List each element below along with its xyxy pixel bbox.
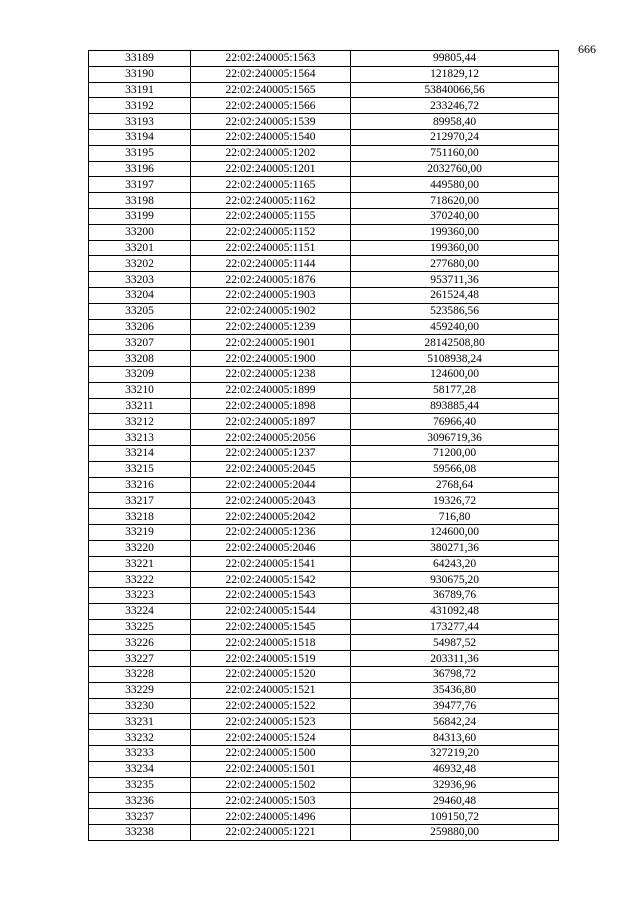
value-cell: 370240,00: [351, 208, 559, 224]
table-row: [89, 445, 559, 461]
row-number-cell: 33197: [89, 177, 191, 193]
row-number-cell: 33219: [89, 524, 191, 540]
value-cell: 199360,00: [351, 224, 559, 240]
value-cell: 124600,00: [351, 366, 559, 382]
cadastral-number-cell: 22:02:240005:1151: [191, 240, 351, 256]
table-row: [89, 793, 559, 809]
value-cell: 751160,00: [351, 145, 559, 161]
table-row: [89, 287, 559, 303]
row-number-cell: 33235: [89, 777, 191, 793]
value-cell: 327219,20: [351, 746, 559, 762]
row-number-cell: 33237: [89, 809, 191, 825]
table-row: [89, 161, 559, 177]
row-number-cell: 33232: [89, 730, 191, 746]
cadastral-number-cell: 22:02:240005:1903: [191, 287, 351, 303]
cadastral-number-cell: 22:02:240005:1522: [191, 698, 351, 714]
cadastral-number-cell: 22:02:240005:1502: [191, 777, 351, 793]
cadastral-number-cell: 22:02:240005:1898: [191, 398, 351, 414]
table-row: [89, 82, 559, 98]
cadastral-number-cell: 22:02:240005:1563: [191, 51, 351, 67]
value-cell: 64243,20: [351, 556, 559, 572]
table-row: [89, 761, 559, 777]
value-cell: 46932,48: [351, 761, 559, 777]
cadastral-number-cell: 22:02:240005:1237: [191, 445, 351, 461]
cadastral-number-cell: 22:02:240005:1155: [191, 208, 351, 224]
table-row: [89, 809, 559, 825]
value-cell: 99805,44: [351, 51, 559, 67]
cadastral-number-cell: 22:02:240005:1899: [191, 382, 351, 398]
value-cell: 893885,44: [351, 398, 559, 414]
cadastral-number-cell: 22:02:240005:1876: [191, 272, 351, 288]
cadastral-number-cell: 22:02:240005:1521: [191, 682, 351, 698]
table-row: [89, 98, 559, 114]
cadastral-number-cell: 22:02:240005:1897: [191, 414, 351, 430]
cadastral-number-cell: 22:02:240005:1201: [191, 161, 351, 177]
value-cell: 203311,36: [351, 651, 559, 667]
row-number-cell: 33198: [89, 193, 191, 209]
row-number-cell: 33207: [89, 335, 191, 351]
value-cell: 953711,36: [351, 272, 559, 288]
value-cell: 32936,96: [351, 777, 559, 793]
row-number-cell: 33205: [89, 303, 191, 319]
row-number-cell: 33204: [89, 287, 191, 303]
cadastral-number-cell: 22:02:240005:1523: [191, 714, 351, 730]
cadastral-number-cell: 22:02:240005:1543: [191, 588, 351, 604]
cadastral-number-cell: 22:02:240005:1239: [191, 319, 351, 335]
row-number-cell: 33191: [89, 82, 191, 98]
cadastral-number-cell: 22:02:240005:1236: [191, 524, 351, 540]
cadastral-number-cell: 22:02:240005:1496: [191, 809, 351, 825]
row-number-cell: 33222: [89, 572, 191, 588]
table-row: [89, 224, 559, 240]
cadastral-number-cell: 22:02:240005:1541: [191, 556, 351, 572]
row-number-cell: 33217: [89, 493, 191, 509]
row-number-cell: 33229: [89, 682, 191, 698]
value-cell: 2032760,00: [351, 161, 559, 177]
row-number-cell: 33214: [89, 445, 191, 461]
value-cell: 212970,24: [351, 129, 559, 145]
cadastral-number-cell: 22:02:240005:1165: [191, 177, 351, 193]
table-row: [89, 51, 559, 67]
table-row: [89, 667, 559, 683]
value-cell: 28142508,80: [351, 335, 559, 351]
table-row: [89, 398, 559, 414]
cadastral-number-cell: 22:02:240005:1900: [191, 351, 351, 367]
value-cell: 59566,08: [351, 461, 559, 477]
value-cell: 29460,48: [351, 793, 559, 809]
row-number-cell: 33215: [89, 461, 191, 477]
value-cell: 459240,00: [351, 319, 559, 335]
row-number-cell: 33209: [89, 366, 191, 382]
cadastral-number-cell: 22:02:240005:1539: [191, 114, 351, 130]
cadastral-number-cell: 22:02:240005:1901: [191, 335, 351, 351]
value-cell: 36798,72: [351, 667, 559, 683]
value-cell: 173277,44: [351, 619, 559, 635]
value-cell: 109150,72: [351, 809, 559, 825]
row-number-cell: 33225: [89, 619, 191, 635]
table-row: [89, 651, 559, 667]
value-cell: 58177,28: [351, 382, 559, 398]
cadastral-number-cell: 22:02:240005:1524: [191, 730, 351, 746]
cadastral-number-cell: 22:02:240005:2042: [191, 509, 351, 525]
cadastral-number-cell: 22:02:240005:1519: [191, 651, 351, 667]
value-cell: 89958,40: [351, 114, 559, 130]
row-number-cell: 33196: [89, 161, 191, 177]
row-number-cell: 33224: [89, 603, 191, 619]
row-number-cell: 33208: [89, 351, 191, 367]
value-cell: 277680,00: [351, 256, 559, 272]
cadastral-number-cell: 22:02:240005:1566: [191, 98, 351, 114]
table-row: [89, 414, 559, 430]
value-cell: 71200,00: [351, 445, 559, 461]
table-body: [89, 51, 559, 841]
value-cell: 716,80: [351, 509, 559, 525]
row-number-cell: 33200: [89, 224, 191, 240]
cadastral-number-cell: 22:02:240005:1542: [191, 572, 351, 588]
page-number: 666: [578, 42, 596, 56]
value-cell: 76966,40: [351, 414, 559, 430]
row-number-cell: 33201: [89, 240, 191, 256]
table-row: [89, 730, 559, 746]
row-number-cell: 33236: [89, 793, 191, 809]
table-row: [89, 746, 559, 762]
cadastral-number-cell: 22:02:240005:2046: [191, 540, 351, 556]
table-row: [89, 114, 559, 130]
value-cell: 56842,24: [351, 714, 559, 730]
cadastral-number-cell: 22:02:240005:1564: [191, 66, 351, 82]
table-row: [89, 635, 559, 651]
row-number-cell: 33210: [89, 382, 191, 398]
cadastral-number-cell: 22:02:240005:1520: [191, 667, 351, 683]
cadastral-number-cell: 22:02:240005:1545: [191, 619, 351, 635]
table-row: [89, 193, 559, 209]
table-row: [89, 698, 559, 714]
table-row: [89, 603, 559, 619]
table-row: [89, 366, 559, 382]
row-number-cell: 33202: [89, 256, 191, 272]
cadastral-number-cell: 22:02:240005:1500: [191, 746, 351, 762]
table-row: [89, 335, 559, 351]
row-number-cell: 33195: [89, 145, 191, 161]
data-table: [88, 50, 559, 841]
table-row: [89, 714, 559, 730]
value-cell: 259880,00: [351, 825, 559, 841]
table-row: [89, 66, 559, 82]
value-cell: 5108938,24: [351, 351, 559, 367]
row-number-cell: 33221: [89, 556, 191, 572]
row-number-cell: 33194: [89, 129, 191, 145]
table-row: [89, 682, 559, 698]
table-row: [89, 588, 559, 604]
value-cell: 84313,60: [351, 730, 559, 746]
table-row: [89, 572, 559, 588]
row-number-cell: 33192: [89, 98, 191, 114]
table-row: [89, 493, 559, 509]
row-number-cell: 33190: [89, 66, 191, 82]
table-row: [89, 430, 559, 446]
row-number-cell: 33206: [89, 319, 191, 335]
row-number-cell: 33193: [89, 114, 191, 130]
row-number-cell: 33218: [89, 509, 191, 525]
cadastral-number-cell: 22:02:240005:2044: [191, 477, 351, 493]
row-number-cell: 33211: [89, 398, 191, 414]
table-row: [89, 256, 559, 272]
cadastral-number-cell: 22:02:240005:2056: [191, 430, 351, 446]
value-cell: 380271,36: [351, 540, 559, 556]
value-cell: 718620,00: [351, 193, 559, 209]
row-number-cell: 33233: [89, 746, 191, 762]
table-row: [89, 240, 559, 256]
table-row: [89, 540, 559, 556]
cadastral-number-cell: 22:02:240005:1518: [191, 635, 351, 651]
value-cell: 39477,76: [351, 698, 559, 714]
row-number-cell: 33228: [89, 667, 191, 683]
cadastral-number-cell: 22:02:240005:1221: [191, 825, 351, 841]
cadastral-number-cell: 22:02:240005:1503: [191, 793, 351, 809]
value-cell: 121829,12: [351, 66, 559, 82]
row-number-cell: 33230: [89, 698, 191, 714]
value-cell: 449580,00: [351, 177, 559, 193]
value-cell: 233246,72: [351, 98, 559, 114]
table-row: [89, 619, 559, 635]
cadastral-number-cell: 22:02:240005:2043: [191, 493, 351, 509]
value-cell: 930675,20: [351, 572, 559, 588]
table-row: [89, 477, 559, 493]
row-number-cell: 33234: [89, 761, 191, 777]
table-row: [89, 129, 559, 145]
table-row: [89, 208, 559, 224]
cadastral-number-cell: 22:02:240005:1902: [191, 303, 351, 319]
cadastral-number-cell: 22:02:240005:1162: [191, 193, 351, 209]
row-number-cell: 33199: [89, 208, 191, 224]
row-number-cell: 33223: [89, 588, 191, 604]
cadastral-number-cell: 22:02:240005:1544: [191, 603, 351, 619]
row-number-cell: 33189: [89, 51, 191, 67]
value-cell: 523586,56: [351, 303, 559, 319]
value-cell: 199360,00: [351, 240, 559, 256]
row-number-cell: 33220: [89, 540, 191, 556]
table-row: [89, 461, 559, 477]
table-row: [89, 825, 559, 841]
table-row: [89, 556, 559, 572]
cadastral-number-cell: 22:02:240005:1501: [191, 761, 351, 777]
table-row: [89, 177, 559, 193]
row-number-cell: 33213: [89, 430, 191, 446]
value-cell: 36789,76: [351, 588, 559, 604]
value-cell: 35436,80: [351, 682, 559, 698]
table-row: [89, 145, 559, 161]
cadastral-number-cell: 22:02:240005:1152: [191, 224, 351, 240]
row-number-cell: 33203: [89, 272, 191, 288]
table-row: [89, 777, 559, 793]
table-row: [89, 303, 559, 319]
value-cell: 3096719,36: [351, 430, 559, 446]
table-row: [89, 509, 559, 525]
table-row: [89, 351, 559, 367]
value-cell: 19326,72: [351, 493, 559, 509]
row-number-cell: 33216: [89, 477, 191, 493]
cadastral-number-cell: 22:02:240005:1565: [191, 82, 351, 98]
value-cell: 431092,48: [351, 603, 559, 619]
value-cell: 261524,48: [351, 287, 559, 303]
value-cell: 54987,52: [351, 635, 559, 651]
table-row: [89, 272, 559, 288]
row-number-cell: 33226: [89, 635, 191, 651]
table-row: [89, 524, 559, 540]
cadastral-number-cell: 22:02:240005:1144: [191, 256, 351, 272]
row-number-cell: 33231: [89, 714, 191, 730]
cadastral-number-cell: 22:02:240005:1202: [191, 145, 351, 161]
row-number-cell: 33227: [89, 651, 191, 667]
row-number-cell: 33212: [89, 414, 191, 430]
cadastral-number-cell: 22:02:240005:1540: [191, 129, 351, 145]
cadastral-number-cell: 22:02:240005:2045: [191, 461, 351, 477]
row-number-cell: 33238: [89, 825, 191, 841]
value-cell: 124600,00: [351, 524, 559, 540]
table-row: [89, 319, 559, 335]
value-cell: 53840066,56: [351, 82, 559, 98]
table-row: [89, 382, 559, 398]
cadastral-number-cell: 22:02:240005:1238: [191, 366, 351, 382]
value-cell: 2768,64: [351, 477, 559, 493]
